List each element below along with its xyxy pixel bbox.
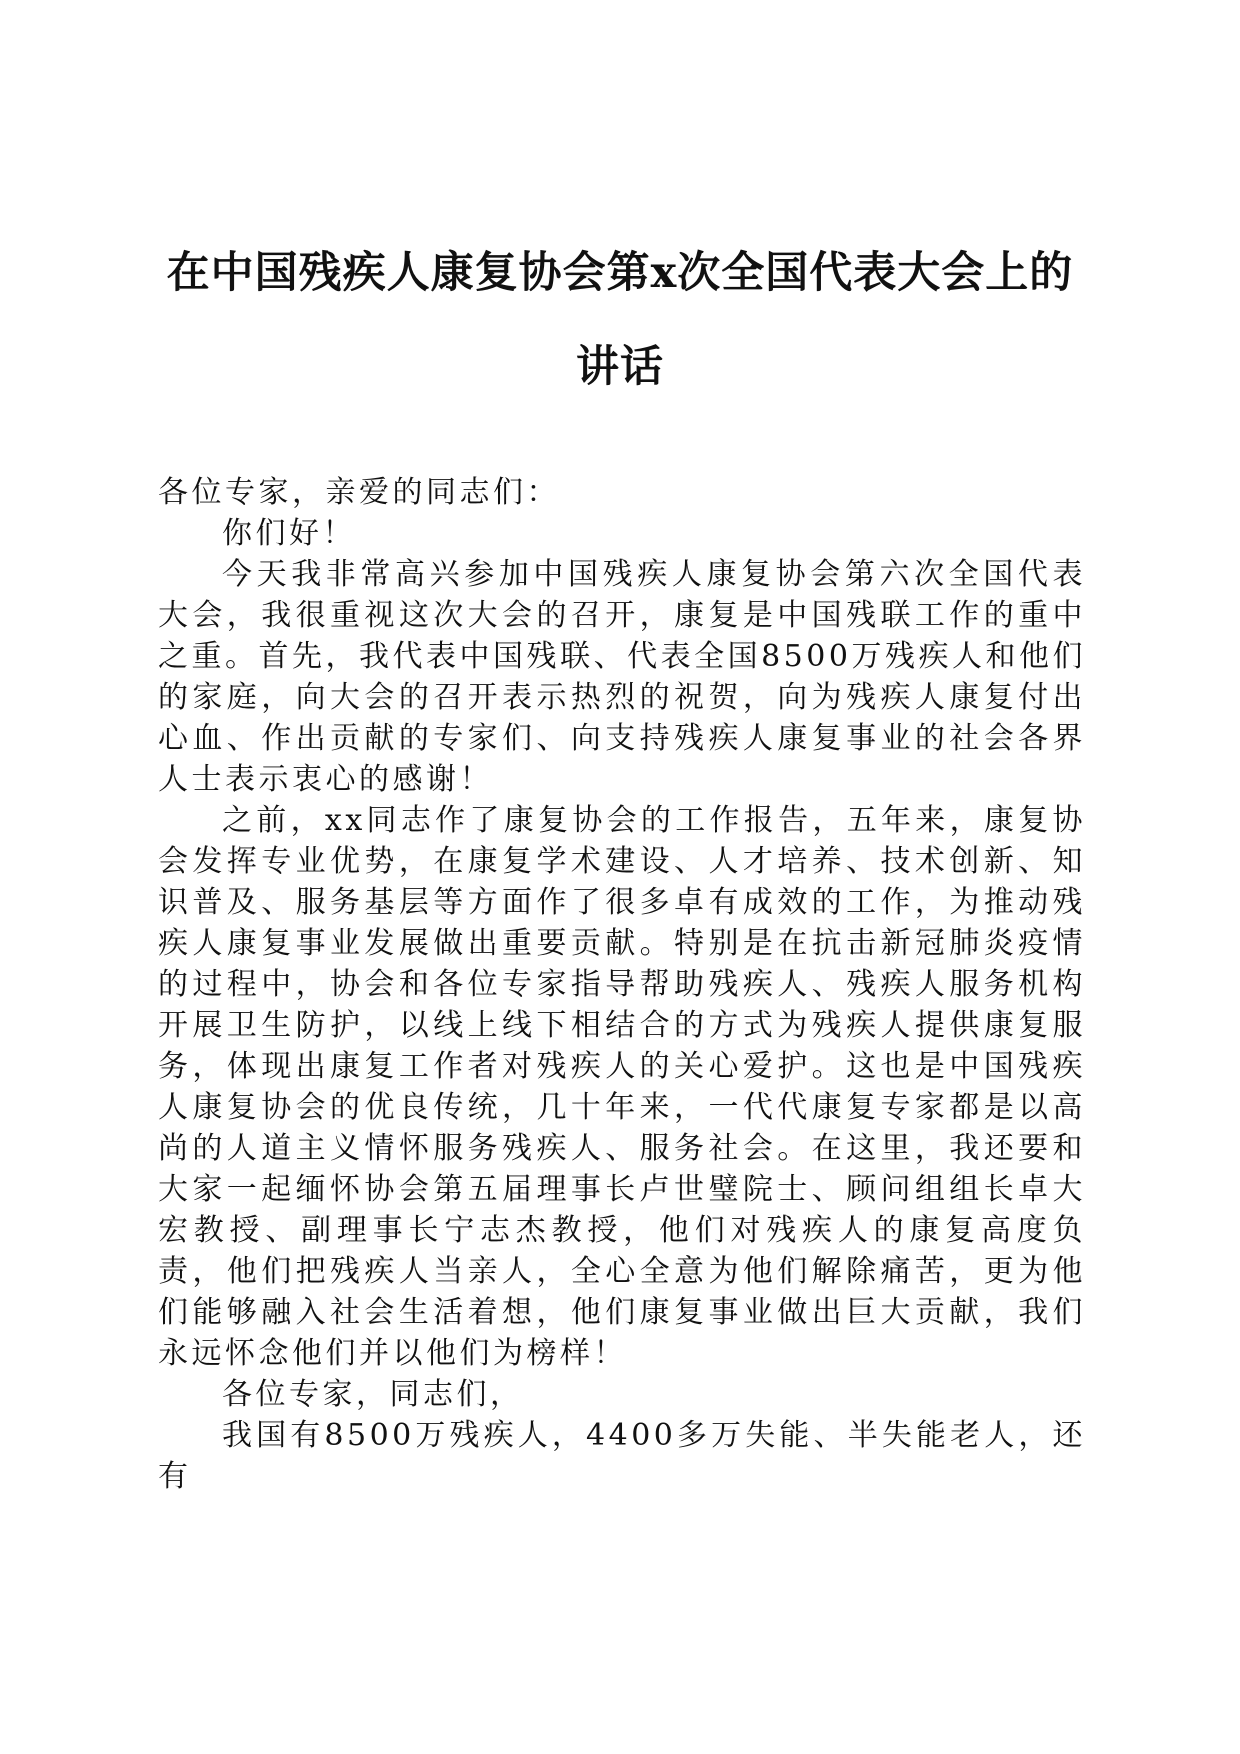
- document-title: 在中国残疾人康复协会第x次全国代表大会上的讲话: [166, 248, 1074, 392]
- paragraph-greeting: 你们好！: [222, 516, 356, 551]
- paragraph-address: 各位专家，同志们，: [222, 1377, 524, 1412]
- paragraph-statistics: 我国有8500万残疾人，4400多万失能、半失能老人，还有: [158, 1418, 1086, 1494]
- paragraph-opening: 今天我非常高兴参加中国残疾人康复协会第六次全国代表大会，我很重视这次大会的召开，康复是中国残联工作的重中之重。首先，我代表中国残联、代表全国8500万残疾人和他们的家庭，向大会的召开表示热烈的祝贺，向为残疾人康复付出心血、作出贡献的专家们、向支持残疾人康复事业的社会各界人士表示衷心的感谢！: [158, 557, 1086, 797]
- salutation: 各位专家，亲爱的同志们：: [158, 475, 560, 510]
- document-body: [158, 472, 1086, 1497]
- paragraph-work-report: 之前，xx同志作了康复协会的工作报告，五年来，康复协会发挥专业优势，在康复学术建设、人才培养、技术创新、知识普及、服务基层等方面作了很多卓有成效的工作，为推动残疾人康复事业发展做出重要贡献。特别是在抗击新冠肺炎疫情的过程中，协会和各位专家指导帮助残疾人、残疾人服务机构开展卫生防护，以线上线下相结合的方式为残疾人提供康复服务，体现出康复工作者对残疾人的关心爱护。这也是中国残疾人康复协会的优良传统，几十年来，一代代康复专家都是以高尚的人道主义情怀服务残疾人、服务社会。在这里，我还要和大家一起缅怀协会第五届理事长卢世璧院士、顾问组组长卓大宏教授、副理事长宁志杰教授，他们对残疾人的康复高度负责，他们把残疾人当亲人，全心全意为他们解除痛苦，更为他们能够融入社会生活着想，他们康复事业做出巨大贡献，我们永远怀念他们并以他们为榜样！: [158, 803, 1086, 1371]
